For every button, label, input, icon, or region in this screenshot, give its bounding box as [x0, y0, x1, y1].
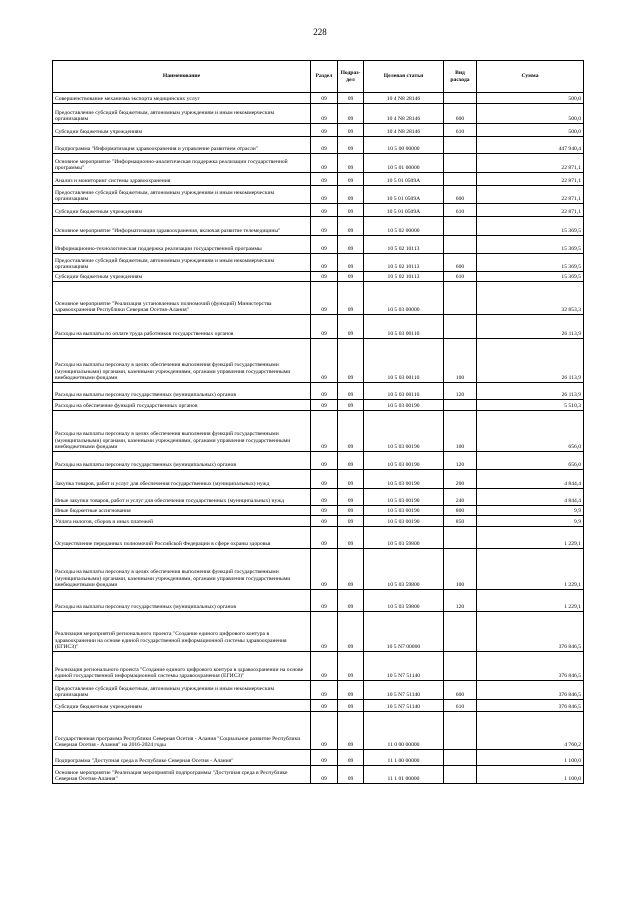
- cell-name: Предоставление субсидий бюджетным, автономным учреждениям и иным некоммерческим организациям: [53, 681, 311, 700]
- cell-section: 09: [311, 652, 338, 681]
- cell-subsection: 09: [338, 411, 364, 452]
- cell-section: 09: [311, 516, 338, 527]
- table-row: [53, 154, 584, 173]
- cell-expense-type: [444, 712, 477, 750]
- cell-section: 09: [311, 154, 338, 173]
- cell-article: 10 4 N8 28146: [364, 124, 444, 137]
- cell-name: Подпрограмма "Доступная среда в Республике Северная Осетия - Алания": [53, 750, 311, 766]
- cell-expense-type: [444, 527, 477, 549]
- table-row: [53, 104, 584, 124]
- cell-expense-type: [444, 766, 477, 784]
- cell-article: 11 0 00 00000: [364, 712, 444, 750]
- cell-section: 09: [311, 104, 338, 124]
- cell-expense-type: [444, 612, 477, 652]
- cell-subsection: 09: [338, 527, 364, 549]
- cell-expense-type: [444, 173, 477, 186]
- cell-article: 10 5 01 0509A: [364, 204, 444, 217]
- cell-article: 10 5 03 00000: [364, 282, 444, 315]
- cell-sum: 500,0: [477, 124, 584, 137]
- cell-article: 10 5 00 00000: [364, 137, 444, 154]
- cell-subsection: 09: [338, 652, 364, 681]
- table-row: [53, 400, 584, 411]
- table-row: [53, 506, 584, 516]
- cell-expense-type: [444, 93, 477, 104]
- cell-sum: 500,0: [477, 93, 584, 104]
- cell-sum: 1 229,1: [477, 527, 584, 549]
- cell-article: 10 5 01 0509A: [364, 173, 444, 186]
- cell-sum: 1 229,1: [477, 549, 584, 590]
- table-row: [53, 411, 584, 452]
- cell-article: 10 5 03 00190: [364, 470, 444, 489]
- cell-subsection: 09: [338, 700, 364, 712]
- cell-section: 09: [311, 137, 338, 154]
- cell-expense-type: [444, 400, 477, 411]
- cell-sum: 26 113,9: [477, 383, 584, 400]
- cell-name: Расходы на обеспечение функций государственных органов: [53, 400, 311, 411]
- cell-name: Расходы на выплаты персоналу государственных (муниципальных) органов: [53, 452, 311, 470]
- cell-section: 09: [311, 254, 338, 272]
- table-row: [53, 217, 584, 236]
- cell-article: 11 1 01 00000: [364, 766, 444, 784]
- table-row: [53, 549, 584, 590]
- cell-sum: 656,0: [477, 452, 584, 470]
- cell-expense-type: 610: [444, 700, 477, 712]
- cell-expense-type: 850: [444, 516, 477, 527]
- cell-name: Расходы на выплаты персоналу в целях обеспечения выполнения функций государственными (муниципальными) органами, казенными учреждениями, органами управления государственными внебюджетными фондами: [53, 549, 311, 590]
- cell-article: 10 5 03 00110: [364, 315, 444, 339]
- cell-expense-type: [444, 137, 477, 154]
- cell-section: 09: [311, 315, 338, 339]
- cell-expense-type: 120: [444, 452, 477, 470]
- cell-subsection: 09: [338, 236, 364, 254]
- cell-section: 09: [311, 766, 338, 784]
- cell-article: 10 5 01 0509A: [364, 186, 444, 204]
- cell-subsection: 09: [338, 254, 364, 272]
- cell-sum: 500,0: [477, 104, 584, 124]
- cell-name: Информационно-технологическая поддержка реализации государственной программы: [53, 236, 311, 254]
- cell-section: 09: [311, 750, 338, 766]
- cell-name: Предоставление субсидий бюджетным, автономным учреждениям и иным некоммерческим организациям: [53, 254, 311, 272]
- table-body: [53, 93, 584, 784]
- cell-subsection: 09: [338, 712, 364, 750]
- cell-name: Предоставление субсидий бюджетным, автономным учреждениям и иным некоммерческим организациям: [53, 104, 311, 124]
- cell-section: 09: [311, 383, 338, 400]
- cell-subsection: 09: [338, 750, 364, 766]
- table-row: [53, 254, 584, 272]
- cell-expense-type: 610: [444, 124, 477, 137]
- table-row: [53, 700, 584, 712]
- cell-section: 09: [311, 217, 338, 236]
- cell-expense-type: 100: [444, 549, 477, 590]
- cell-sum: 1 229,1: [477, 590, 584, 612]
- cell-article: 10 5 03 00190: [364, 411, 444, 452]
- cell-expense-type: 600: [444, 186, 477, 204]
- cell-expense-type: 120: [444, 590, 477, 612]
- cell-article: 10 5 N7 51140: [364, 652, 444, 681]
- cell-subsection: 09: [338, 590, 364, 612]
- cell-section: 09: [311, 400, 338, 411]
- cell-name: Расходы на выплаты по оплате труда работников государственных органов: [53, 315, 311, 339]
- cell-article: 10 5 02 10113: [364, 236, 444, 254]
- cell-section: 09: [311, 506, 338, 516]
- cell-sum: 22 871,1: [477, 186, 584, 204]
- cell-name: Иные бюджетные ассигнования: [53, 506, 311, 516]
- cell-name: Реализация мероприятий регионального проекта "Создание единого цифрового контура в здравоохранении на основе единой государственной информационной системы здравоохранения (ЕГИСЗ)": [53, 612, 311, 652]
- cell-name: Предоставление субсидий бюджетным, автономным учреждениям и иным некоммерческим организациям: [53, 186, 311, 204]
- cell-subsection: 09: [338, 339, 364, 383]
- table-row: [53, 766, 584, 784]
- cell-name: Основное мероприятие "Реализация установленных полномочий (функций) Министерства здравоохранения Республики Северная Осетия-Алания": [53, 282, 311, 315]
- cell-article: 10 5 03 00110: [364, 383, 444, 400]
- cell-sum: 5 510,3: [477, 400, 584, 411]
- cell-sum: 15 369,5: [477, 236, 584, 254]
- cell-section: 09: [311, 527, 338, 549]
- cell-article: 10 4 N8 28146: [364, 93, 444, 104]
- cell-section: 09: [311, 282, 338, 315]
- cell-section: 09: [311, 489, 338, 506]
- table-row: [53, 681, 584, 700]
- cell-expense-type: 600: [444, 254, 477, 272]
- cell-subsection: 09: [338, 489, 364, 506]
- cell-sum: 26 113,9: [477, 339, 584, 383]
- cell-subsection: 09: [338, 104, 364, 124]
- cell-sum: 15 369,5: [477, 217, 584, 236]
- cell-article: 11 1 00 00000: [364, 750, 444, 766]
- cell-subsection: 09: [338, 137, 364, 154]
- table-row: [53, 612, 584, 652]
- cell-section: 09: [311, 339, 338, 383]
- table-row: [53, 173, 584, 186]
- cell-subsection: 09: [338, 516, 364, 527]
- page-number: 228: [313, 27, 327, 37]
- table-row: [53, 93, 584, 104]
- cell-section: 09: [311, 700, 338, 712]
- cell-name: Уплата налогов, сборов и иных платежей: [53, 516, 311, 527]
- cell-article: 10 5 03 00190: [364, 489, 444, 506]
- cell-name: Анализ и мониторинг системы здравоохранения: [53, 173, 311, 186]
- cell-name: Расходы на выплаты персоналу государственных (муниципальных) органов: [53, 590, 311, 612]
- cell-expense-type: 100: [444, 411, 477, 452]
- cell-sum: 4 760,2: [477, 712, 584, 750]
- cell-article: 10 5 02 10113: [364, 254, 444, 272]
- cell-subsection: 09: [338, 383, 364, 400]
- cell-name: Основное мероприятие "Информатизация здравоохранения, включая развитие телемедицины": [53, 217, 311, 236]
- table-row: [53, 282, 584, 315]
- cell-expense-type: 600: [444, 104, 477, 124]
- cell-expense-type: [444, 750, 477, 766]
- cell-article: 10 5 03 59800: [364, 590, 444, 612]
- table-row: [53, 124, 584, 137]
- cell-article: 10 5 02 10113: [364, 272, 444, 282]
- table-row: [53, 750, 584, 766]
- header-article: Целевая статья: [364, 61, 444, 93]
- cell-name: Субсидии бюджетным учреждениям: [53, 204, 311, 217]
- cell-sum: 4 844,4: [477, 470, 584, 489]
- cell-sum: 22 871,1: [477, 154, 584, 173]
- cell-subsection: 09: [338, 549, 364, 590]
- cell-name: Государственная программа Республики Северная Осетия - Алания "Социальное развитие Республики Северная Осетия - Алания" на 2016-2024 годы: [53, 712, 311, 750]
- header-subsection: Подраз-дел: [338, 61, 364, 93]
- cell-section: 09: [311, 411, 338, 452]
- cell-subsection: 09: [338, 124, 364, 137]
- table-row: [53, 590, 584, 612]
- cell-name: Подпрограмма "Информатизация здравоохранения и управление развитием отрасли": [53, 137, 311, 154]
- cell-sum: 376 846,5: [477, 700, 584, 712]
- cell-subsection: 09: [338, 612, 364, 652]
- cell-section: 09: [311, 124, 338, 137]
- cell-subsection: 09: [338, 282, 364, 315]
- cell-expense-type: [444, 652, 477, 681]
- cell-section: 09: [311, 236, 338, 254]
- cell-section: 09: [311, 173, 338, 186]
- cell-name: Расходы на выплаты персоналу государственных (муниципальных) органов: [53, 383, 311, 400]
- cell-expense-type: 240: [444, 489, 477, 506]
- cell-article: 10 4 N8 28146: [364, 104, 444, 124]
- table-row: [53, 652, 584, 681]
- cell-section: 09: [311, 272, 338, 282]
- cell-subsection: 09: [338, 173, 364, 186]
- cell-section: 09: [311, 612, 338, 652]
- cell-expense-type: [444, 217, 477, 236]
- cell-expense-type: [444, 282, 477, 315]
- cell-name: Основное мероприятие "Информационно-аналитическая поддержка реализации государственной программы": [53, 154, 311, 173]
- cell-sum: 656,0: [477, 411, 584, 452]
- cell-subsection: 09: [338, 272, 364, 282]
- cell-sum: 4 844,4: [477, 489, 584, 506]
- cell-expense-type: 200: [444, 470, 477, 489]
- cell-section: 09: [311, 712, 338, 750]
- cell-expense-type: [444, 154, 477, 173]
- cell-expense-type: [444, 236, 477, 254]
- table-row: [53, 516, 584, 527]
- cell-expense-type: 100: [444, 339, 477, 383]
- cell-subsection: 09: [338, 766, 364, 784]
- cell-section: 09: [311, 452, 338, 470]
- cell-subsection: 09: [338, 154, 364, 173]
- table-row: [53, 470, 584, 489]
- cell-subsection: 09: [338, 452, 364, 470]
- cell-sum: 9,9: [477, 506, 584, 516]
- cell-section: 09: [311, 590, 338, 612]
- cell-section: 09: [311, 186, 338, 204]
- cell-sum: 22 871,1: [477, 173, 584, 186]
- table-row: [53, 315, 584, 339]
- header-section: Раздел: [311, 61, 338, 93]
- cell-name: Основное мероприятие "Реализация мероприятий подпрограммы "Доступная среда в Республике Северная Осетия-Алания": [53, 766, 311, 784]
- cell-section: 09: [311, 204, 338, 217]
- cell-name: Иные закупки товаров, работ и услуг для обеспечения государственных (муниципальных) нужд: [53, 489, 311, 506]
- cell-sum: 1 100,0: [477, 750, 584, 766]
- table-row: [53, 236, 584, 254]
- cell-sum: 26 113,9: [477, 315, 584, 339]
- cell-article: 10 5 03 00110: [364, 339, 444, 383]
- cell-section: 09: [311, 681, 338, 700]
- cell-section: 09: [311, 93, 338, 104]
- cell-expense-type: 120: [444, 383, 477, 400]
- cell-name: Совершенствование механизма экспорта медицинских услуг: [53, 93, 311, 104]
- cell-sum: 376 846,5: [477, 681, 584, 700]
- cell-name: Расходы на выплаты персоналу в целях обеспечения выполнения функций государственными (муниципальными) органами, казенными учреждениями, органами управления государственными внебюджетными фондами: [53, 339, 311, 383]
- cell-subsection: 09: [338, 681, 364, 700]
- cell-subsection: 09: [338, 400, 364, 411]
- cell-article: 10 5 03 00190: [364, 516, 444, 527]
- table-header-row: [53, 61, 584, 93]
- cell-subsection: 09: [338, 470, 364, 489]
- table-row: [53, 272, 584, 282]
- cell-subsection: 09: [338, 93, 364, 104]
- cell-sum: 376 846,5: [477, 612, 584, 652]
- cell-expense-type: 600: [444, 681, 477, 700]
- cell-sum: 9,9: [477, 516, 584, 527]
- cell-article: 10 5 N7 00000: [364, 612, 444, 652]
- table-row: [53, 137, 584, 154]
- cell-sum: 1 100,0: [477, 766, 584, 784]
- table-row: [53, 186, 584, 204]
- cell-article: 10 5 N7 51140: [364, 681, 444, 700]
- cell-article: 10 5 03 00190: [364, 506, 444, 516]
- cell-name: Субсидии бюджетным учреждениям: [53, 124, 311, 137]
- table-row: [53, 489, 584, 506]
- cell-name: Реализация регионального проекта "Создание единого цифрового контура в здравоохранении на основе единой государственной информационной системы здравоохранения (ЕГИСЗ)": [53, 652, 311, 681]
- cell-subsection: 09: [338, 315, 364, 339]
- cell-article: 10 5 N7 51140: [364, 700, 444, 712]
- cell-sum: 15 369,5: [477, 272, 584, 282]
- cell-section: 09: [311, 470, 338, 489]
- table-row: [53, 452, 584, 470]
- cell-article: 10 5 03 59800: [364, 527, 444, 549]
- cell-expense-type: 610: [444, 272, 477, 282]
- table-row: [53, 712, 584, 750]
- cell-expense-type: 610: [444, 204, 477, 217]
- cell-sum: 376 846,5: [477, 652, 584, 681]
- cell-expense-type: 800: [444, 506, 477, 516]
- cell-article: 10 5 02 00000: [364, 217, 444, 236]
- cell-sum: 15 369,5: [477, 254, 584, 272]
- cell-subsection: 09: [338, 217, 364, 236]
- cell-article: 10 5 01 00000: [364, 154, 444, 173]
- cell-name: Расходы на выплаты персоналу в целях обеспечения выполнения функций государственными (муниципальными) органами, казенными учреждениями, органами управления государственными внебюджетными фондами: [53, 411, 311, 452]
- cell-sum: 447 940,4: [477, 137, 584, 154]
- table-row: [53, 204, 584, 217]
- cell-article: 10 5 03 59800: [364, 549, 444, 590]
- cell-subsection: 09: [338, 506, 364, 516]
- cell-subsection: 09: [338, 204, 364, 217]
- table-row: [53, 527, 584, 549]
- header-name: Наименование: [53, 61, 311, 93]
- cell-sum: 32 853,3: [477, 282, 584, 315]
- header-expense-type: Вид расхода: [444, 61, 477, 93]
- cell-name: Осуществление переданных полномочий Российской Федерации в сфере охраны здоровья: [53, 527, 311, 549]
- cell-name: Закупка товаров, работ и услуг для обеспечения государственных (муниципальных) нужд: [53, 470, 311, 489]
- table-row: [53, 383, 584, 400]
- table-row: [53, 339, 584, 383]
- header-sum: Сумма: [477, 61, 584, 93]
- cell-expense-type: [444, 315, 477, 339]
- budget-table: [52, 60, 584, 784]
- cell-sum: 22 871,1: [477, 204, 584, 217]
- cell-name: Субсидии бюджетным учреждениям: [53, 700, 311, 712]
- cell-article: 10 5 03 00190: [364, 452, 444, 470]
- cell-article: 10 5 03 00190: [364, 400, 444, 411]
- cell-subsection: 09: [338, 186, 364, 204]
- cell-section: 09: [311, 549, 338, 590]
- cell-name: Субсидии бюджетным учреждениям: [53, 272, 311, 282]
